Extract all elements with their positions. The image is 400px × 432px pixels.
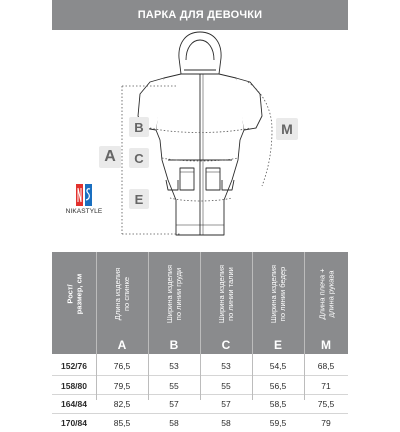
size-table	[52, 252, 348, 428]
value-cell: 57	[221, 398, 231, 409]
size-cell: 158/80	[61, 380, 87, 391]
value-cell: 55	[221, 380, 231, 391]
value-cell: 79,5	[113, 380, 131, 391]
size-cell: 170/84	[61, 417, 87, 428]
value-cell: 76,5	[113, 360, 131, 371]
column-header-e: Ширина изделия по линии бедер	[269, 264, 287, 324]
measure-label-e: E	[134, 191, 144, 207]
value-cell: 57	[169, 398, 179, 409]
nikastyle-logo-icon	[76, 184, 92, 206]
value-cell: 55	[169, 380, 179, 391]
value-cell: 54,5	[269, 360, 287, 371]
value-cell: 68,5	[317, 360, 335, 371]
value-cell: 75,5	[317, 398, 335, 409]
column-header-c: Ширина изделия по линии талии	[217, 264, 235, 324]
value-cell: 58	[169, 417, 179, 428]
value-cell: 56,5	[269, 380, 287, 391]
measure-label-c: C	[134, 150, 144, 166]
column-header-a: Длина изделия по спинке	[113, 267, 131, 321]
column-divider	[252, 252, 253, 400]
brand-name: NIKASTYLE	[65, 208, 103, 215]
column-divider	[96, 252, 97, 400]
column-divider	[304, 252, 305, 400]
value-cell: 82,5	[113, 398, 131, 409]
column-letter-b: B	[169, 338, 179, 352]
brand-logo	[59, 184, 109, 224]
value-cell: 71	[321, 380, 331, 391]
column-letter-m: M	[321, 338, 331, 352]
measure-label-b: B	[134, 119, 144, 135]
value-cell: 79	[321, 417, 331, 428]
measure-label-a: A	[104, 148, 116, 165]
value-cell: 53	[169, 360, 179, 371]
size-cell: 152/76	[61, 360, 87, 371]
column-header-m: Длина плеча + длина рукава	[317, 268, 336, 320]
value-cell: 58,5	[269, 398, 287, 409]
column-divider	[148, 252, 149, 400]
value-cell: 58	[221, 417, 231, 428]
page-title: ПАРКА ДЛЯ ДЕВОЧКИ	[52, 0, 348, 30]
size-cell: 164/84	[61, 398, 87, 409]
value-cell: 85,5	[113, 417, 131, 428]
column-letter-c: C	[221, 338, 231, 352]
value-cell: 53	[221, 360, 231, 371]
row-label-header: Рост/ размер, см	[64, 273, 83, 315]
column-header-b: Ширина изделия по линии груди	[165, 264, 183, 324]
column-letter-e: E	[273, 338, 282, 352]
measure-label-m: M	[281, 121, 293, 137]
value-cell: 59,5	[269, 417, 287, 428]
table-row	[52, 413, 348, 432]
column-divider	[200, 252, 201, 400]
column-letter-a: A	[117, 338, 127, 352]
